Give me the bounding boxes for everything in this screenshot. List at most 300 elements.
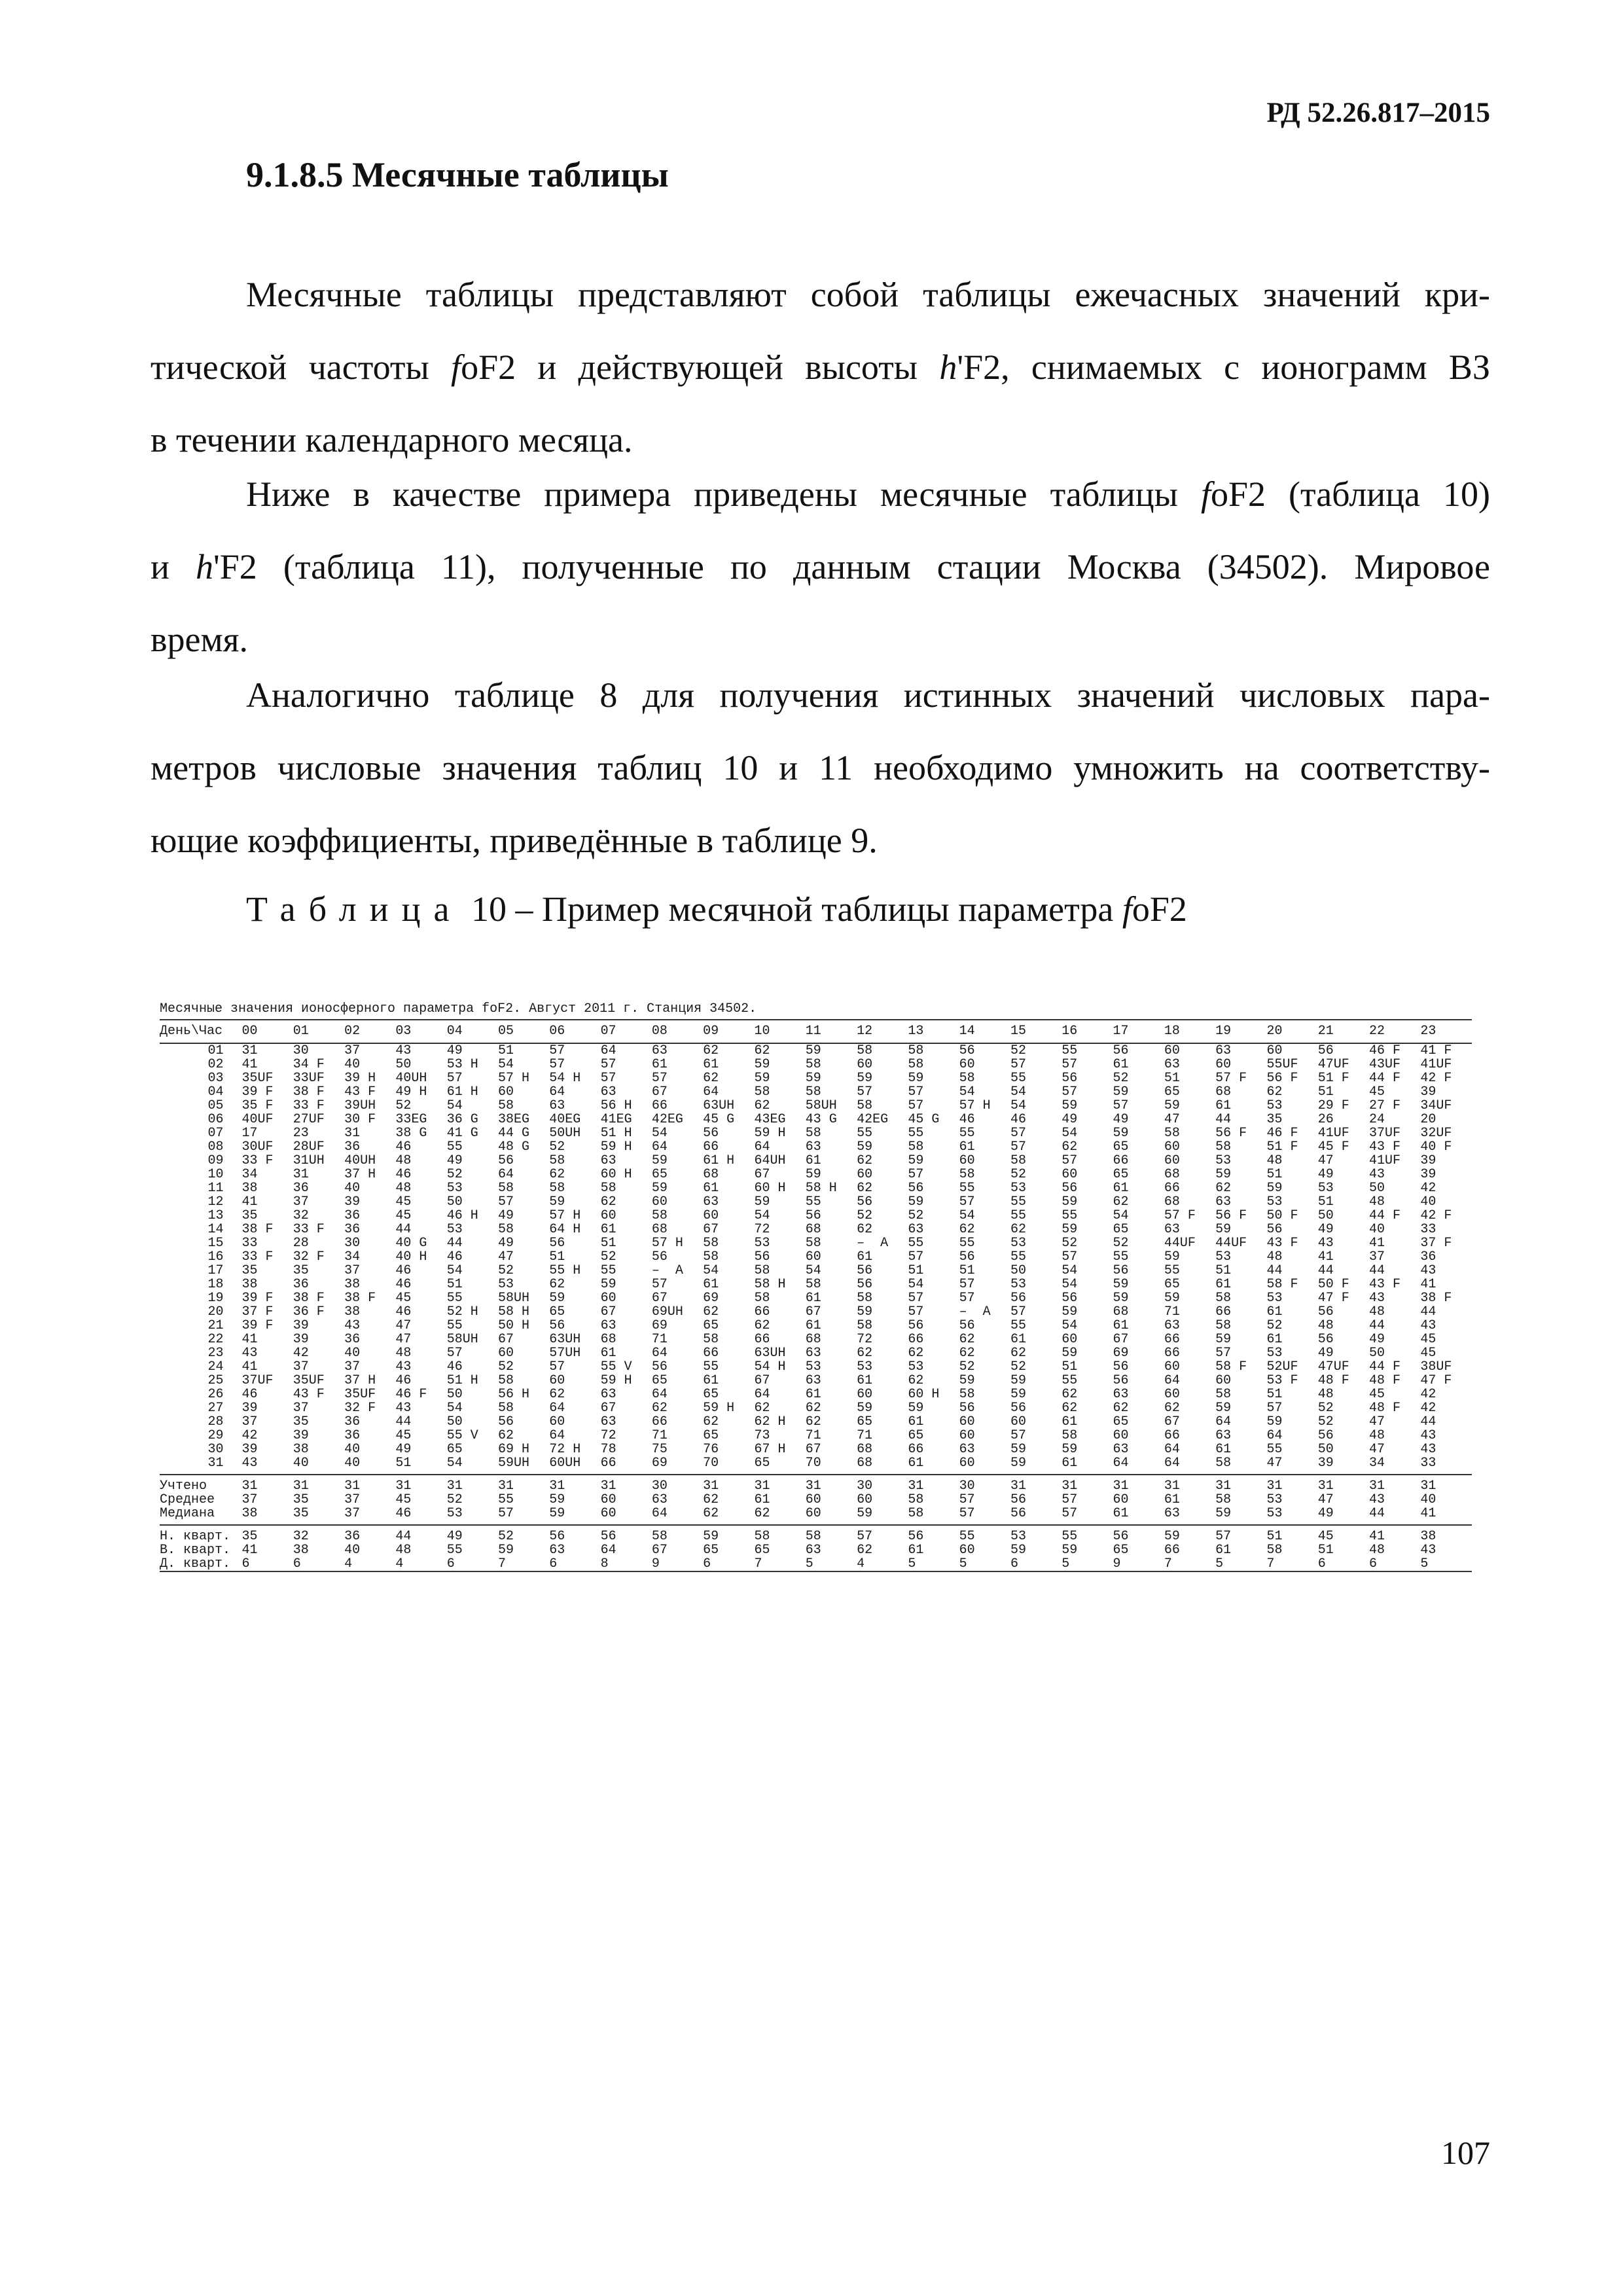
table-cell: 37	[344, 1044, 361, 1058]
table-cell: 59	[549, 1493, 565, 1507]
table-cell: 31	[1266, 1479, 1283, 1493]
row-label: 13	[207, 1209, 224, 1223]
table-cell: 68	[651, 1223, 668, 1236]
table-cell: 53	[805, 1360, 821, 1374]
table-cell: 64	[1164, 1456, 1180, 1470]
table-cell: 65	[1113, 1168, 1129, 1181]
table-cell: – A	[651, 1264, 683, 1278]
table-cell: 31	[241, 1479, 258, 1493]
table-cell: 41	[1369, 1530, 1385, 1543]
table-cell: 57	[446, 1071, 463, 1085]
table-cell: 44	[395, 1530, 412, 1543]
table-cell: 75	[651, 1443, 668, 1456]
table-cell: 46 F	[1266, 1126, 1298, 1140]
table-cell: 40	[293, 1456, 309, 1470]
table-row-stat	[160, 1507, 1472, 1520]
table-cell: 59	[1061, 1305, 1078, 1319]
table-cell: 46	[959, 1113, 975, 1126]
table-cell: 56	[497, 1415, 514, 1429]
table-cell: 50	[1010, 1264, 1026, 1278]
table-cell: 58	[805, 1126, 821, 1140]
table-cell: 65	[703, 1429, 719, 1443]
table-cell: 31	[395, 1479, 412, 1493]
row-label: 21	[207, 1319, 224, 1333]
table-cell: 4	[395, 1557, 404, 1571]
table-cell: 37	[344, 1493, 361, 1507]
table-cell: 41UF	[1317, 1126, 1349, 1140]
table-cell: 58	[1266, 1543, 1283, 1557]
table-cell: 40	[1420, 1493, 1436, 1507]
table-cell: 30UF	[241, 1140, 274, 1154]
table-cell: 60	[497, 1346, 514, 1360]
table-cell: 48 F	[1317, 1374, 1349, 1388]
table-cell: 34	[1369, 1456, 1385, 1470]
table-cell: 5	[805, 1557, 813, 1571]
table-cell: 59	[857, 1507, 873, 1520]
table-cell: 58	[857, 1044, 873, 1058]
table-cell: 73	[754, 1429, 770, 1443]
table-cell: 62	[1061, 1140, 1078, 1154]
table-cell: 55	[446, 1543, 463, 1557]
table-cell: 54	[754, 1209, 770, 1223]
table-cell: 47	[1369, 1415, 1385, 1429]
table-cell: 59	[908, 1154, 924, 1168]
table-cell: 57	[959, 1278, 975, 1291]
table-cell: 62	[703, 1493, 719, 1507]
row-label: 29	[207, 1429, 224, 1443]
table-cell: 52	[497, 1264, 514, 1278]
table-cell: 62	[549, 1388, 565, 1401]
table-cell: 49	[1317, 1223, 1334, 1236]
table-cell: 31	[1420, 1479, 1436, 1493]
table-cell: 62	[857, 1346, 873, 1360]
table-cell: 33	[241, 1236, 258, 1250]
table-cell: 50	[446, 1415, 463, 1429]
table-cell: 57	[1010, 1058, 1026, 1071]
table-cell: 63	[805, 1140, 821, 1154]
monthly-table-foF2	[160, 999, 1472, 1572]
table-cell: 60	[857, 1168, 873, 1181]
table-cell: 65	[908, 1429, 924, 1443]
table-cell: 60	[1164, 1140, 1180, 1154]
table-row-quartile	[160, 1557, 1472, 1571]
table-cell: 39	[344, 1195, 361, 1209]
table-cell: 56	[651, 1250, 668, 1264]
table-caption-word: Таблица	[246, 889, 463, 929]
table-cell: 58 H	[497, 1305, 529, 1319]
table-cell: 72 H	[549, 1443, 581, 1456]
hour-header: 20	[1266, 1024, 1283, 1039]
table-cell: 40 F	[1420, 1140, 1452, 1154]
table-cell: 44	[395, 1223, 412, 1236]
table-cell: 78	[600, 1443, 616, 1456]
table-cell: 49	[446, 1530, 463, 1543]
table-cell: 51	[549, 1250, 565, 1264]
table-cell: 38 F	[293, 1085, 325, 1099]
table-cell: 63	[600, 1154, 616, 1168]
paragraph-line: время.	[151, 620, 248, 659]
table-cell: 56	[908, 1530, 924, 1543]
table-cell: 62	[703, 1507, 719, 1520]
table-cell: 49	[395, 1443, 412, 1456]
table-cell: 67	[703, 1223, 719, 1236]
table-cell: 47	[395, 1333, 412, 1346]
table-cell: 59	[1266, 1181, 1283, 1195]
table-cell: 55	[446, 1291, 463, 1305]
table-cell: 38 F	[241, 1223, 274, 1236]
table-cell: 58UH	[446, 1333, 478, 1346]
table-cell: 42	[293, 1346, 309, 1360]
table-cell: 56	[857, 1278, 873, 1291]
table-cell: 56	[805, 1209, 821, 1223]
table-cell: 60	[600, 1507, 616, 1520]
table-cell: 51	[1266, 1168, 1283, 1181]
table-row-day	[160, 1168, 1472, 1181]
table-cell: 66	[1164, 1543, 1180, 1557]
table-cell: 61 H	[703, 1154, 735, 1168]
table-cell: 44 F	[1369, 1360, 1401, 1374]
table-cell: 33 F	[293, 1223, 325, 1236]
table-cell: 62	[959, 1346, 975, 1360]
table-cell: 58	[959, 1388, 975, 1401]
table-cell: 49	[1317, 1168, 1334, 1181]
table-cell: 57	[600, 1058, 616, 1071]
table-cell: 58	[703, 1250, 719, 1264]
table-cell: 35	[1266, 1113, 1283, 1126]
table-cell: 76	[703, 1443, 719, 1456]
table-cell: 57	[1010, 1305, 1026, 1319]
table-cell: 62	[1266, 1085, 1283, 1099]
table-cell: 31	[1369, 1479, 1385, 1493]
table-cell: 35 F	[241, 1099, 274, 1113]
table-cell: 46 F	[395, 1388, 427, 1401]
table-cell: 61	[805, 1319, 821, 1333]
table-cell: 60	[1061, 1168, 1078, 1181]
table-cell: 35	[241, 1209, 258, 1223]
table-cell: 57	[959, 1291, 975, 1305]
table-row-day	[160, 1126, 1472, 1140]
table-cell: 66	[651, 1415, 668, 1429]
row-label: 10	[207, 1168, 224, 1181]
table-cell: 7	[497, 1557, 506, 1571]
table-cell: 54 H	[754, 1360, 786, 1374]
table-cell: 71	[805, 1429, 821, 1443]
table-cell: 23	[293, 1126, 309, 1140]
table-cell: 61	[703, 1181, 719, 1195]
table-cell: 61	[600, 1346, 616, 1360]
table-cell: 43 F	[344, 1085, 376, 1099]
table-cell: 64	[651, 1346, 668, 1360]
table-cell: 72	[600, 1429, 616, 1443]
table-cell: 64	[754, 1388, 770, 1401]
table-cell: 53	[497, 1278, 514, 1291]
table-cell: 64	[549, 1429, 565, 1443]
table-cell: 59	[857, 1305, 873, 1319]
table-cell: 56	[959, 1319, 975, 1333]
table-cell: 54	[1061, 1264, 1078, 1278]
hour-header: 08	[651, 1024, 668, 1039]
table-cell: 59	[908, 1401, 924, 1415]
table-cell: 36	[293, 1181, 309, 1195]
table-cell: 53	[1266, 1099, 1283, 1113]
table-row-quartile	[160, 1543, 1472, 1557]
table-cell: 41	[1317, 1250, 1334, 1264]
table-cell: 41	[1369, 1236, 1385, 1250]
table-cell: 58	[600, 1181, 616, 1195]
table-cell: 62	[754, 1319, 770, 1333]
table-cell: 63UH	[549, 1333, 581, 1346]
table-row-day	[160, 1415, 1472, 1429]
table-cell: 53	[1215, 1250, 1232, 1264]
table-cell: 20	[1420, 1113, 1436, 1126]
hour-header: 16	[1061, 1024, 1078, 1039]
table-cell: 64	[1164, 1443, 1180, 1456]
table-cell: 42EG	[651, 1113, 683, 1126]
table-cell: 6	[241, 1557, 250, 1571]
table-cell: 56	[549, 1319, 565, 1333]
table-cell: 59	[1061, 1543, 1078, 1557]
table-cell: 67 H	[754, 1443, 786, 1456]
table-cell: 58	[959, 1071, 975, 1085]
table-cell: 57	[1010, 1126, 1026, 1140]
monthly-table-stats	[160, 1479, 1472, 1520]
table-cell: 59 H	[600, 1374, 632, 1388]
table-cell: 57	[1266, 1401, 1283, 1415]
table-cell: 56 F	[1266, 1071, 1298, 1085]
table-cell: 37UF	[1369, 1126, 1401, 1140]
table-cell: 67	[754, 1168, 770, 1181]
hour-header: 03	[395, 1024, 412, 1039]
monthly-table-title: Месячные значения ионосферного параметра foF2. Август 2011 г. Станция 34502.	[160, 1001, 757, 1016]
table-cell: 56	[1113, 1360, 1129, 1374]
row-label: 14	[207, 1223, 224, 1236]
table-cell: 59	[857, 1071, 873, 1085]
table-row-day	[160, 1181, 1472, 1195]
table-cell: 37	[344, 1264, 361, 1278]
table-cell: 53	[1010, 1236, 1026, 1250]
table-cell: 52	[1113, 1236, 1129, 1250]
table-cell: 54	[651, 1126, 668, 1140]
table-cell: 46	[395, 1278, 412, 1291]
table-cell: 55	[1061, 1044, 1078, 1058]
table-cell: 43UF	[1369, 1058, 1401, 1071]
table-row-day	[160, 1305, 1472, 1319]
table-cell: 53 H	[446, 1058, 478, 1071]
table-cell: 46 H	[446, 1209, 478, 1223]
table-cell: 52	[497, 1530, 514, 1543]
table-cell: 46	[395, 1507, 412, 1520]
table-cell: 61	[1113, 1319, 1129, 1333]
table-cell: 63	[1215, 1429, 1232, 1443]
hour-header: 02	[344, 1024, 361, 1039]
table-cell: 33	[1420, 1456, 1436, 1470]
table-cell: 7	[1164, 1557, 1172, 1571]
table-cell: 64	[600, 1543, 616, 1557]
table-cell: 60	[959, 1154, 975, 1168]
table-cell: 62 H	[754, 1415, 786, 1429]
table-cell: 41 G	[446, 1126, 478, 1140]
table-cell: 60UH	[549, 1456, 581, 1470]
table-cell: 59	[1010, 1443, 1026, 1456]
table-cell: 9	[1113, 1557, 1121, 1571]
row-label: 11	[207, 1181, 224, 1195]
table-cell: 63	[651, 1044, 668, 1058]
table-cell: 43	[1420, 1429, 1436, 1443]
hour-header: 11	[805, 1024, 821, 1039]
table-cell: 4	[857, 1557, 865, 1571]
table-cell: 62	[703, 1071, 719, 1085]
table-cell: 63	[1113, 1388, 1129, 1401]
table-cell: 64	[549, 1085, 565, 1099]
table-cell: 61 H	[446, 1085, 478, 1099]
table-cell: 65	[1113, 1223, 1129, 1236]
table-cell: 55	[497, 1493, 514, 1507]
table-row-day	[160, 1388, 1472, 1401]
table-cell: 64	[651, 1388, 668, 1401]
table-cell: 66	[1215, 1305, 1232, 1319]
table-cell: 46	[446, 1250, 463, 1264]
table-caption: Таблица 10 – Пример месячной таблицы параметра foF2	[246, 889, 1187, 929]
table-cell: 34	[344, 1250, 361, 1264]
table-cell: 51	[1215, 1264, 1232, 1278]
table-cell: 65	[651, 1168, 668, 1181]
table-cell: 66	[703, 1140, 719, 1154]
table-cell: 58	[805, 1058, 821, 1071]
table-cell: 48	[1369, 1195, 1385, 1209]
table-cell: 59 H	[600, 1140, 632, 1154]
table-cell: 61	[1061, 1456, 1078, 1470]
table-cell: 28UF	[293, 1140, 325, 1154]
table-cell: 31	[344, 1126, 361, 1140]
table-cell: 6	[293, 1557, 301, 1571]
table-cell: 61	[857, 1250, 873, 1264]
table-cell: 68	[805, 1223, 821, 1236]
table-cell: 55	[959, 1181, 975, 1195]
table-cell: 35UF	[293, 1374, 325, 1388]
table-cell: 66	[1164, 1181, 1180, 1195]
table-cell: 64 H	[549, 1223, 581, 1236]
table-cell: 47 F	[1317, 1291, 1349, 1305]
hour-header: 05	[497, 1024, 514, 1039]
table-cell: 53 F	[1266, 1374, 1298, 1388]
table-cell: 61	[754, 1493, 770, 1507]
table-cell: 58 H	[754, 1278, 786, 1291]
table-cell: 53	[1010, 1278, 1026, 1291]
table-cell: 57	[908, 1305, 924, 1319]
table-cell: 51	[1061, 1360, 1078, 1374]
table-cell: 5	[1061, 1557, 1070, 1571]
table-cell: 63	[1164, 1058, 1180, 1071]
table-cell: 57UH	[549, 1346, 581, 1360]
table-cell: 38	[293, 1543, 309, 1557]
table-cell: 65	[549, 1305, 565, 1319]
table-cell: 55	[857, 1126, 873, 1140]
table-cell: 57	[446, 1346, 463, 1360]
table-cell: 45	[395, 1291, 412, 1305]
table-cell: 60	[805, 1507, 821, 1520]
table-cell: 68	[1164, 1168, 1180, 1181]
table-row-day	[160, 1333, 1472, 1346]
table-cell: 68	[1215, 1085, 1232, 1099]
table-cell: 40UH	[395, 1071, 427, 1085]
table-cell: 51 H	[600, 1126, 632, 1140]
table-cell: 56	[549, 1530, 565, 1543]
table-cell: 63	[805, 1374, 821, 1388]
table-cell: 66	[1164, 1333, 1180, 1346]
table-cell: 56 F	[1215, 1209, 1247, 1223]
table-cell: 41	[241, 1543, 258, 1557]
table-cell: 65	[1113, 1543, 1129, 1557]
table-cell: 35	[293, 1264, 309, 1278]
table-cell: 62	[703, 1415, 719, 1429]
table-cell: 40EG	[549, 1113, 581, 1126]
table-cell: 69	[651, 1456, 668, 1470]
table-cell: 62	[1010, 1346, 1026, 1360]
table-cell: 46	[395, 1168, 412, 1181]
table-cell: 63	[1164, 1223, 1180, 1236]
table-cell: 63	[600, 1319, 616, 1333]
table-cell: 54	[446, 1264, 463, 1278]
table-cell: 56	[1317, 1305, 1334, 1319]
row-label: 27	[207, 1401, 224, 1415]
table-cell: 71	[651, 1333, 668, 1346]
table-cell: 37 F	[1420, 1236, 1452, 1250]
table-cell: 56	[959, 1044, 975, 1058]
table-cell: 55	[1010, 1209, 1026, 1223]
table-cell: 44UF	[1215, 1236, 1247, 1250]
table-cell: 48	[395, 1543, 412, 1557]
table-cell: 35	[293, 1493, 309, 1507]
table-cell: 59	[857, 1140, 873, 1154]
table-cell: 57	[1061, 1058, 1078, 1071]
table-row-day	[160, 1346, 1472, 1360]
hour-header: 04	[446, 1024, 463, 1039]
table-cell: 55 V	[446, 1429, 478, 1443]
table-cell: 62	[754, 1099, 770, 1113]
table-cell: 51	[959, 1264, 975, 1278]
table-cell: 44 F	[1369, 1209, 1401, 1223]
table-cell: 60	[1215, 1374, 1232, 1388]
table-cell: 61	[1113, 1181, 1129, 1195]
table-cell: 54	[1061, 1278, 1078, 1291]
table-row-stat	[160, 1479, 1472, 1493]
table-cell: 64	[703, 1085, 719, 1099]
table-cell: 58	[1215, 1319, 1232, 1333]
table-cell: 46	[395, 1264, 412, 1278]
table-cell: 59	[1266, 1415, 1283, 1429]
table-cell: 41UF	[1420, 1058, 1452, 1071]
table-cell: 48 F	[1369, 1374, 1401, 1388]
table-cell: 48	[1369, 1305, 1385, 1319]
table-cell: 37 F	[241, 1305, 274, 1319]
table-cell: 58	[754, 1085, 770, 1099]
table-cell: 57 H	[959, 1099, 991, 1113]
table-cell: 62	[600, 1195, 616, 1209]
table-cell: 58	[703, 1333, 719, 1346]
table-cell: 58	[1215, 1291, 1232, 1305]
table-cell: 56	[1113, 1374, 1129, 1388]
table-cell: 38	[241, 1278, 258, 1291]
table-row-day	[160, 1401, 1472, 1415]
table-cell: 60	[600, 1209, 616, 1223]
table-cell: 65	[446, 1443, 463, 1456]
row-label: 19	[207, 1291, 224, 1305]
table-cell: 57	[1061, 1154, 1078, 1168]
table-cell: 53	[1010, 1181, 1026, 1195]
table-cell: 71	[1164, 1305, 1180, 1319]
table-cell: 58	[805, 1085, 821, 1099]
table-cell: 56	[908, 1181, 924, 1195]
